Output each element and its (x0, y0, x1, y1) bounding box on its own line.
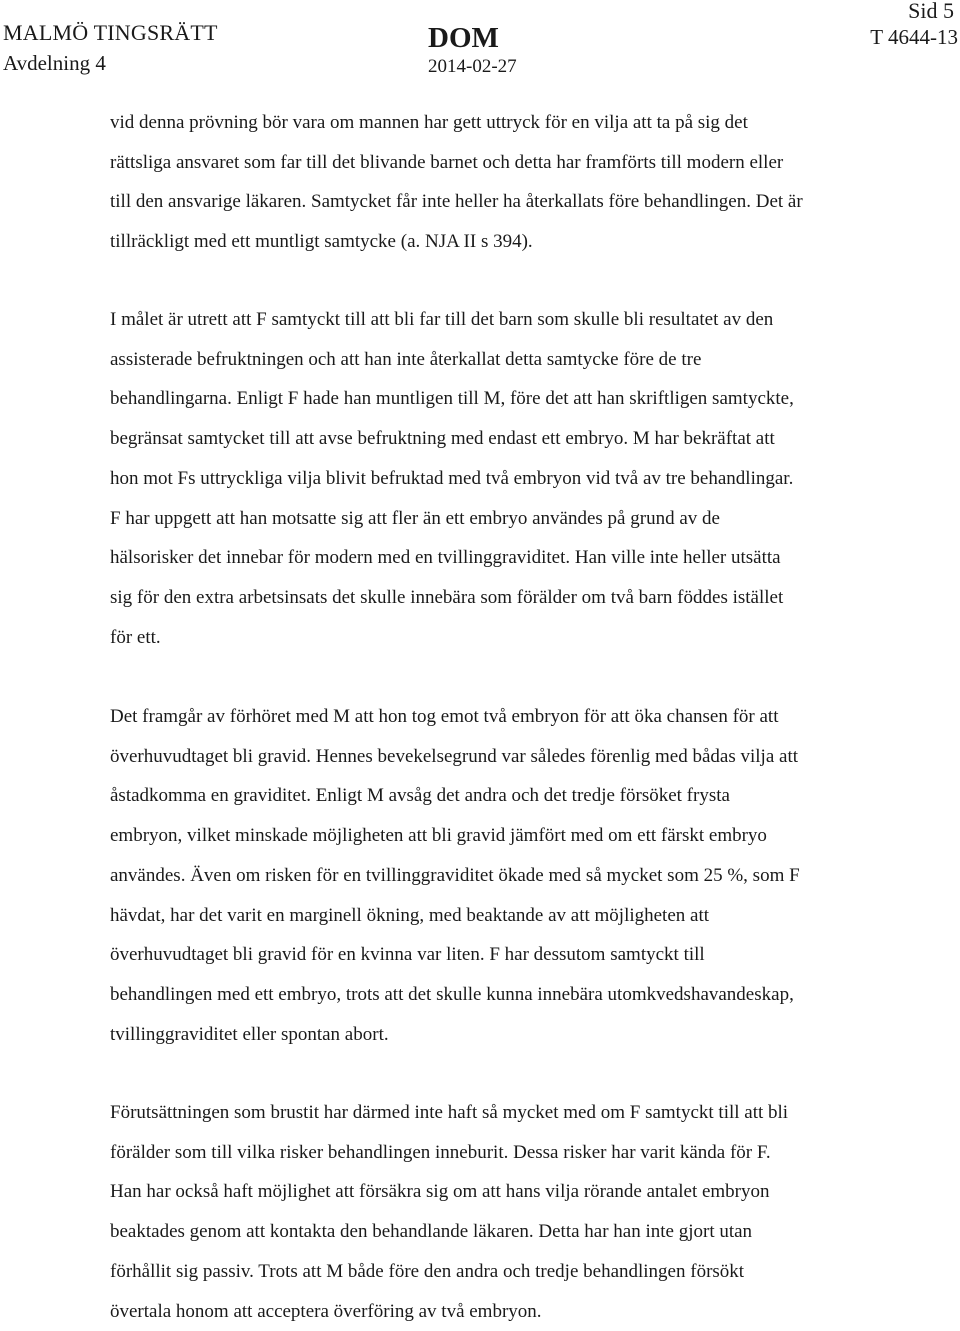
paragraph-4 (110, 1093, 950, 1331)
document-type: DOM (428, 22, 499, 54)
text-line: tillräckligt med ett muntligt samtycke (a. NJA II s 394). (110, 231, 533, 253)
text-line: assisterade befruktningen och att han inte återkallat detta samtycke före de tre (110, 348, 702, 370)
text-line: Det framgår av förhöret med M att hon tog emot två embryon för att öka chansen för att (110, 706, 779, 727)
text-line: åstadkomma en graviditet. Enligt M avsåg det andra och det tredje försöket frysta (110, 785, 730, 807)
text-line: för ett. (110, 626, 161, 648)
text-line: användes. Även om risken för en tvillinggraviditet ökade med så mycket som 25 %, som F (110, 864, 800, 886)
text-line: Han har också haft möjlighet att försäkra sig om att hans vilja rörande antalet embryon (110, 1181, 770, 1203)
text-line: vid denna prövning bör vara om mannen har gett uttryck för en vilja att ta på sig det (110, 112, 748, 133)
text-line: överhuvudtaget bli gravid för en kvinna var liten. F har dessutom samtyckt till (110, 944, 705, 966)
text-line: hälsorisker det innebar för modern med en tvillinggraviditet. Han ville inte heller utsätta (110, 547, 781, 569)
court-name: MALMÖ TINGSRÄTT (3, 20, 218, 45)
text-line: övertala honom att acceptera överföring av två embryon. (110, 1300, 542, 1322)
department: Avdelning 4 (3, 51, 106, 75)
text-line: förälder som till vilka risker behandlingen inneburit. Dessa risker har varit kända för F. (110, 1141, 771, 1163)
text-line: embryon, vilket minskade möjligheten att bli gravid jämfört med om ett färskt embryo (110, 825, 767, 847)
text-line: begränsat samtycket till att avse befruktning med endast ett embryo. M har bekräftat att (110, 428, 775, 450)
text-line: hävdat, har det varit en marginell ökning, med beaktande av att möjligheten att (110, 904, 710, 926)
text-line: tvillinggraviditet eller spontan abort. (110, 1023, 389, 1045)
text-line: sig för den extra arbetsinsats det skulle innebära som förälder om två barn föddes istället (110, 586, 784, 608)
page-number: Sid 5 (908, 0, 954, 23)
text-line: hon mot Fs uttryckliga vilja blivit befruktad med två embryon vid två av tre behandlingar. (110, 467, 794, 489)
text-line: behandlingarna. Enligt F hade han muntligen till M, före det att han skriftligen samtyckte, (110, 388, 794, 410)
text-line: till den ansvarige läkaren. Samtycket får inte heller ha återkallats före behandlingen. Det är (110, 191, 803, 213)
paragraph-2 (110, 300, 950, 657)
case-number: T 4644-13 (870, 25, 958, 49)
text-line: Förutsättningen som brustit har därmed inte haft så mycket med om F samtyckt till att bli (110, 1102, 789, 1123)
paragraph-1 (110, 103, 950, 262)
paragraph-3 (110, 697, 950, 1054)
document-date: 2014-02-27 (428, 56, 517, 77)
text-line: behandlingen med ett embryo, trots att det skulle kunna innebära utomkvedshavandeskap, (110, 983, 794, 1005)
text-line: beaktades genom att kontakta den behandlande läkaren. Detta har han inte gjort utan (110, 1221, 753, 1243)
text-line: förhållit sig passiv. Trots att M både före den andra och tredje behandlingen försökt (110, 1260, 745, 1282)
text-line: överhuvudtaget bli gravid. Hennes bevekelsegrund var således förenlig med bådas vilja att (110, 745, 798, 767)
text-line: I målet är utrett att F samtyckt till att bli far till det barn som skulle bli resultatet av den (110, 309, 774, 330)
text-line: F har uppgett att han motsatte sig att fler än ett embryo användes på grund av de (110, 507, 720, 529)
text-line: rättsliga ansvaret som far till det blivande barnet och detta har framförts till modern eller (110, 151, 784, 173)
